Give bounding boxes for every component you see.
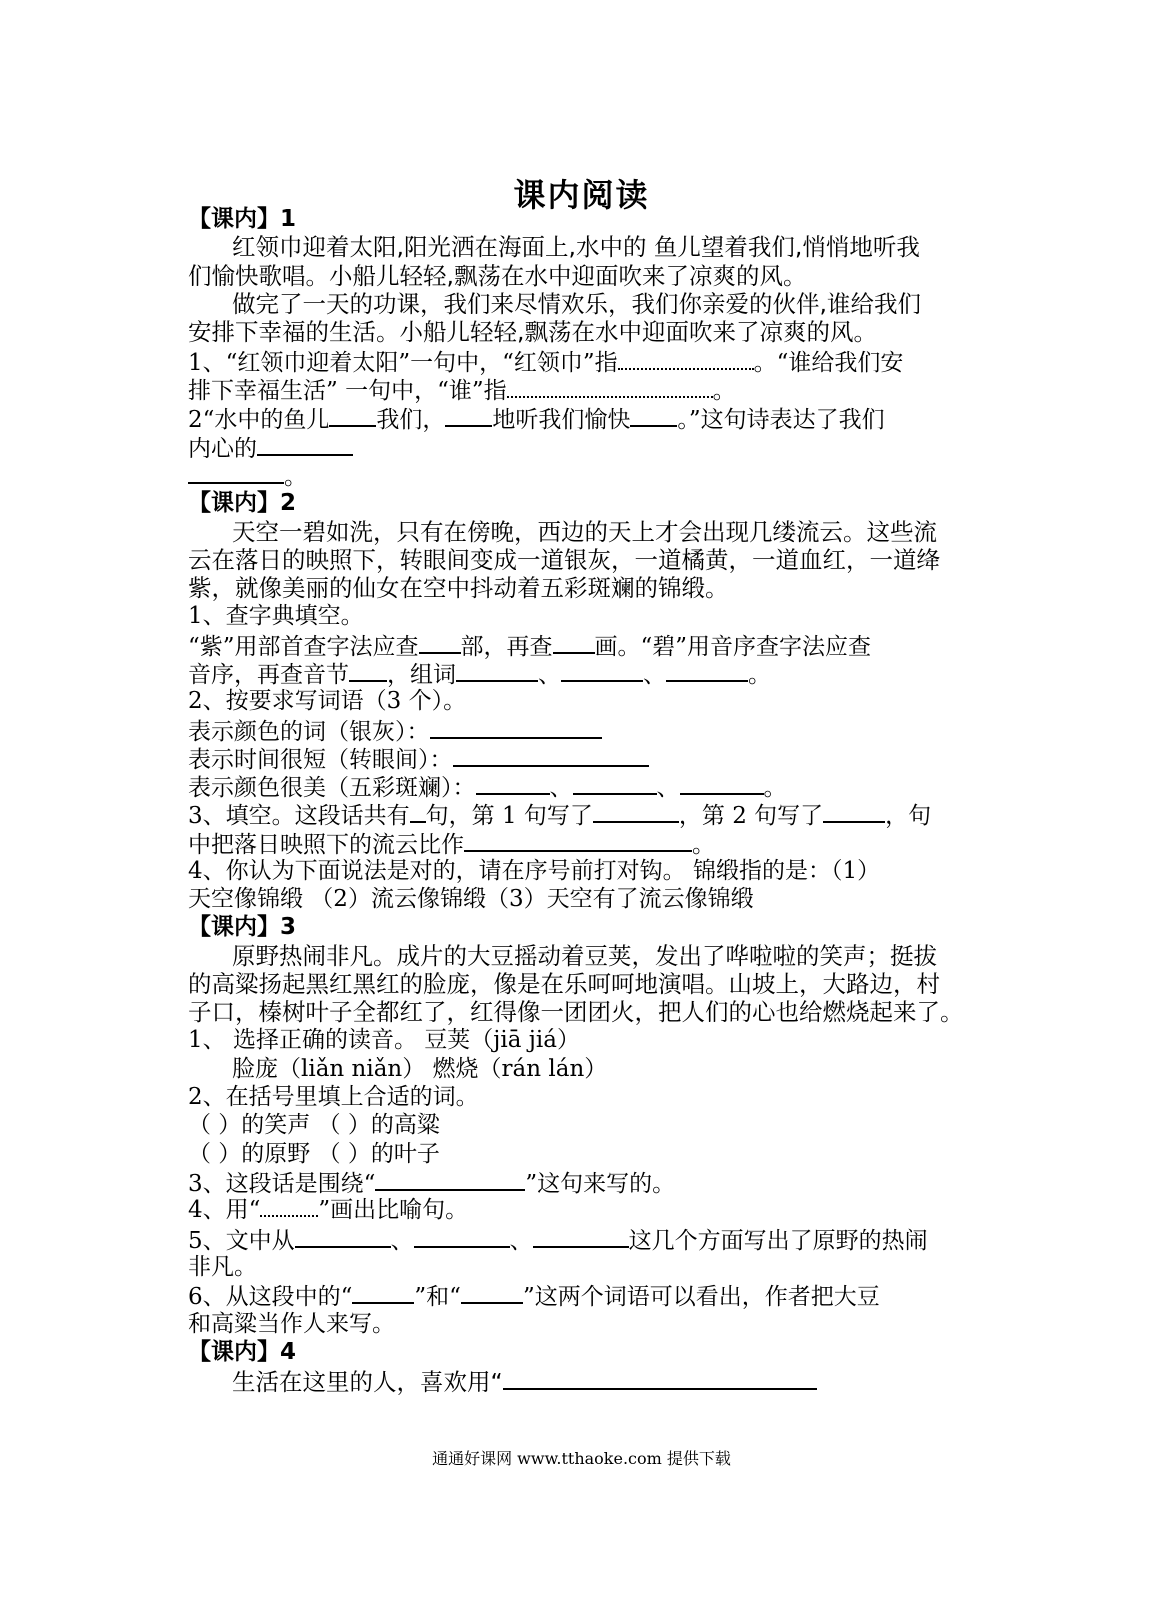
answer-blank[interactable] bbox=[349, 658, 387, 682]
s3-question-2: 2、在括号里填上合适的词。 bbox=[188, 1084, 479, 1110]
s3-question-5-line-2: 非凡。 bbox=[188, 1254, 257, 1280]
s3-question-1-line-2: 脸庞（liǎn niǎn） 燃烧（rán lán） bbox=[232, 1056, 608, 1082]
answer-blank[interactable] bbox=[375, 1167, 525, 1191]
answer-blank[interactable] bbox=[329, 403, 376, 427]
q-text: 排下幸福生活” 一句中，“谁”指 bbox=[188, 378, 507, 404]
s1-question-1-line-2 bbox=[188, 374, 736, 406]
q-text: 部，再查 bbox=[460, 634, 553, 660]
q-text: ”这两个词语可以看出，作者把大豆 bbox=[522, 1284, 880, 1310]
answer-blank[interactable] bbox=[533, 1224, 629, 1248]
q-text: 句，第 1 句写了 bbox=[425, 803, 593, 829]
s2-passage-line-1: 天空一碧如洗，只有在傍晚，西边的天上才会出现几缕流云。这些流 bbox=[232, 518, 937, 546]
q-text: 中把落日映照下的流云比作 bbox=[188, 832, 464, 858]
s1-question-2-line-1 bbox=[188, 403, 885, 435]
s1-passage-line-3: 做完了一天的功课，我们来尽情欢乐，我们你亲爱的伙伴,谁给我们 bbox=[232, 290, 921, 318]
q-text: ，组词 bbox=[387, 662, 456, 688]
answer-blank[interactable] bbox=[666, 658, 748, 682]
answer-blank[interactable] bbox=[461, 1280, 523, 1304]
answer-blank[interactable] bbox=[593, 799, 679, 823]
answer-blank[interactable] bbox=[419, 630, 461, 654]
answer-blank[interactable] bbox=[630, 403, 677, 427]
q-text: ”这句来写的。 bbox=[525, 1171, 676, 1197]
q-text: 1、“红领巾迎着太阳”一句中，“红领巾”指 bbox=[188, 350, 618, 376]
answer-blank[interactable] bbox=[188, 460, 284, 484]
q-text: 这几个方面写出了原野的热闹 bbox=[628, 1228, 928, 1254]
s2-question-3-line-1 bbox=[188, 799, 931, 831]
q-text: 、 bbox=[538, 662, 561, 688]
answer-blank[interactable] bbox=[561, 658, 643, 682]
answer-blank[interactable] bbox=[445, 403, 492, 427]
q-text: 5、文中从 bbox=[188, 1228, 295, 1254]
q-text: 。 bbox=[763, 775, 787, 801]
answer-blank[interactable] bbox=[503, 1366, 817, 1390]
answer-blank[interactable] bbox=[414, 1224, 510, 1248]
answer-blank[interactable] bbox=[573, 771, 657, 795]
answer-blank[interactable] bbox=[456, 658, 538, 682]
s3-question-5-line-1 bbox=[188, 1224, 928, 1256]
q-text: 、 bbox=[656, 775, 680, 801]
q-text: ”和“ bbox=[414, 1284, 461, 1310]
q-text: 、 bbox=[509, 1228, 533, 1254]
answer-blank[interactable] bbox=[430, 715, 602, 739]
q-text: 2“水中的鱼儿 bbox=[188, 407, 330, 433]
section-1-heading: 【课内】1 bbox=[188, 206, 297, 232]
s2-question-2: 2、按要求写词语（3 个）。 bbox=[188, 688, 467, 714]
answer-blank[interactable] bbox=[295, 1224, 391, 1248]
q-text: 3、这段话是围绕“ bbox=[188, 1171, 376, 1197]
q-text: 6、从这段中的“ bbox=[188, 1284, 353, 1310]
q-text: 4、用“ bbox=[188, 1197, 261, 1223]
s3-passage-line-3: 子口，榛树叶子全都红了，红得像一团团火，把人们的心也给燃烧起来了。 bbox=[188, 998, 964, 1026]
answer-blank[interactable] bbox=[352, 1280, 414, 1304]
q-text: 生活在这里的人，喜欢用“ bbox=[232, 1368, 503, 1396]
s2-passage-line-3: 紫，就像美丽的仙女在空中抖动着五彩斑斓的锦缎。 bbox=[188, 574, 729, 602]
q-text: 。 bbox=[712, 378, 736, 404]
q-text: 表示颜色的词（银灰）： bbox=[188, 719, 430, 745]
q-text: 。 bbox=[748, 662, 771, 688]
section-4-heading: 【课内】4 bbox=[188, 1339, 297, 1365]
q-text: 。 bbox=[284, 464, 307, 490]
q-text: 表示时间很短（转眼间）： bbox=[188, 747, 453, 773]
answer-blank[interactable] bbox=[823, 799, 885, 823]
q-text: 地听我们愉快 bbox=[492, 407, 631, 433]
page-title: 课内阅读 bbox=[513, 176, 650, 214]
answer-blank[interactable] bbox=[618, 346, 754, 370]
s2-question-1: 1、查字典填空。 bbox=[188, 603, 364, 629]
s3-question-2-row-1: （ ）的笑声 （ ）的高粱 bbox=[188, 1112, 440, 1138]
q-text: 音序，再查音节 bbox=[188, 662, 349, 688]
q-text: 画。“碧”用音序查字法应查 bbox=[594, 634, 872, 660]
answer-blank[interactable] bbox=[257, 432, 353, 456]
q-text: 。 bbox=[692, 832, 715, 858]
s2-question-4-line-1: 4、你认为下面说法是对的，请在序号前打对钩。 锦缎指的是：（1） bbox=[188, 858, 881, 884]
answer-blank[interactable] bbox=[507, 374, 713, 398]
s3-question-4 bbox=[188, 1195, 468, 1225]
q-text: 。”这句诗表达了我们 bbox=[677, 407, 885, 433]
q-text: ，第 2 句写了 bbox=[678, 803, 824, 829]
q-text: 。“谁给我们安 bbox=[753, 350, 904, 376]
q-text: 、 bbox=[643, 662, 666, 688]
s1-passage-line-4: 安排下幸福的生活。小船儿轻轻,飘荡在水中迎面吹来了凉爽的风。 bbox=[188, 318, 877, 346]
page-footer: 通通好课网 www.tthaoke.com 提供下载 bbox=[432, 1449, 731, 1468]
s3-question-6-line-1 bbox=[188, 1280, 880, 1312]
s4-passage-line-1 bbox=[232, 1366, 817, 1397]
answer-blank[interactable] bbox=[410, 799, 426, 823]
wavy-underline-sample bbox=[260, 1195, 318, 1217]
q-text: 、 bbox=[549, 775, 573, 801]
s3-question-2-row-2: （ ）的原野 （ ）的叶子 bbox=[188, 1141, 440, 1167]
section-2-heading: 【课内】2 bbox=[188, 490, 297, 516]
section-3-heading: 【课内】3 bbox=[188, 914, 297, 940]
q-text: ”画出比喻句。 bbox=[318, 1197, 469, 1223]
q-text: “紫”用部首查字法应查 bbox=[188, 634, 419, 660]
s3-question-1-line-1: 1、 选择正确的读音。 豆荚（jiā jiá） bbox=[188, 1027, 580, 1053]
q-text: ，句 bbox=[885, 803, 932, 829]
q-text: 表示颜色很美（五彩斑斓）： bbox=[188, 775, 476, 801]
q-text: 我们， bbox=[376, 407, 446, 433]
s3-question-6-line-2: 和高粱当作人来写。 bbox=[188, 1311, 395, 1337]
q-text: 内心的 bbox=[188, 436, 257, 462]
s2-question-4-line-2: 天空像锦缎 （2）流云像锦缎（3）天空有了流云像锦缎 bbox=[188, 886, 754, 912]
s2-passage-line-2: 云在落日的映照下，转眼间变成一道银灰，一道橘黄，一道血红，一道绛 bbox=[188, 546, 940, 574]
answer-blank[interactable] bbox=[476, 771, 550, 795]
s1-passage-line-2: 们愉快歌唱。小船儿轻轻,飘荡在水中迎面吹来了凉爽的风。 bbox=[188, 262, 807, 290]
answer-blank[interactable] bbox=[453, 743, 649, 767]
answer-blank[interactable] bbox=[464, 828, 692, 852]
s1-passage-line-1: 红领巾迎着太阳,阳光洒在海面上,水中的 鱼儿望着我们,悄悄地听我 bbox=[232, 233, 920, 261]
answer-blank[interactable] bbox=[680, 771, 764, 795]
q-text: 、 bbox=[390, 1228, 414, 1254]
q-text: 3、填空。这段话共有 bbox=[188, 803, 410, 829]
s3-passage-line-1: 原野热闹非凡。成片的大豆摇动着豆荚，发出了哗啦啦的笑声；挺拔 bbox=[232, 942, 937, 970]
s3-passage-line-2: 的高粱扬起黑红黑红的脸庞，像是在乐呵呵地演唱。山坡上，大路边，村 bbox=[188, 970, 940, 998]
answer-blank[interactable] bbox=[553, 630, 595, 654]
